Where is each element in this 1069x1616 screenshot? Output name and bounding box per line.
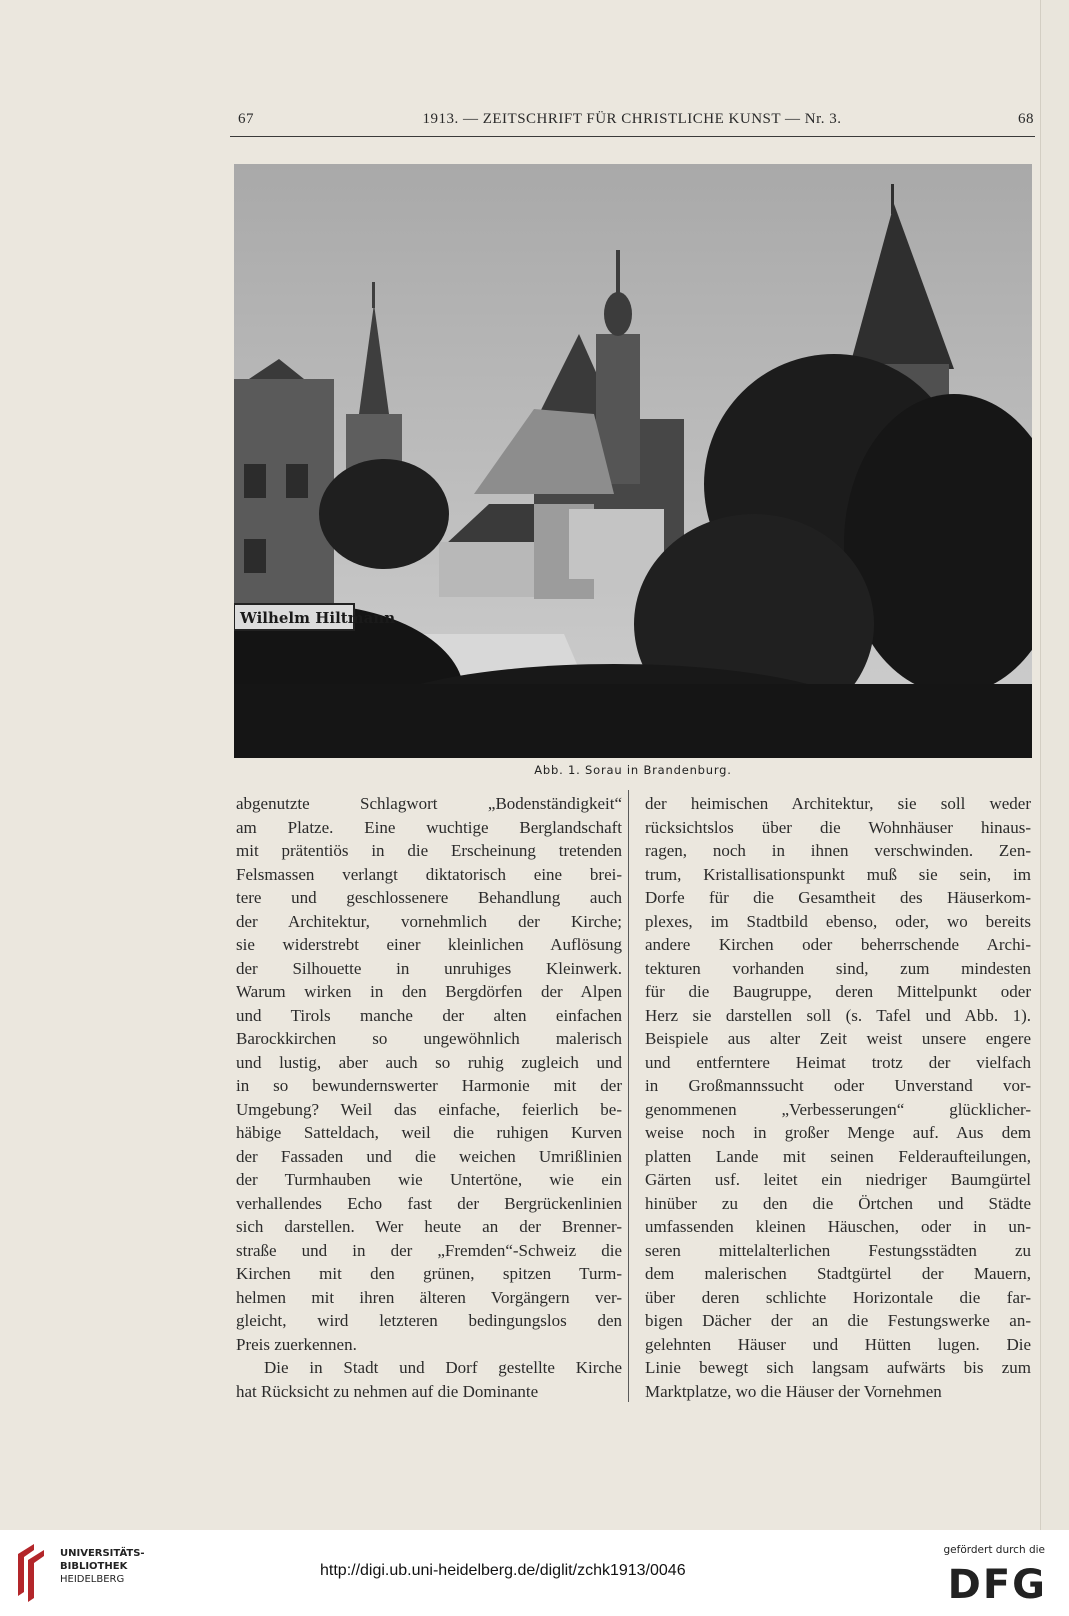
- text-line: gleicht, wird letzteren bedingungslos den: [236, 1311, 622, 1330]
- text-line: rücksichtslos über die Wohnhäuser hinaus-: [645, 817, 1031, 837]
- text-line: Umgebung? Weil das einfache, feierlich be-: [236, 1099, 622, 1119]
- figure-caption: Abb. 1. Sorau in Brandenburg.: [534, 763, 732, 777]
- text-line: plexes, im Stadtbild ebenso, oder, wo bereits: [645, 911, 1031, 931]
- text-line: hinüber zu den die Örtchen und Städte: [645, 1193, 1031, 1213]
- dfg-logo: DFG: [947, 1562, 1047, 1608]
- text-line: Dorfe für die Gesamtheit des Häuserkom-: [645, 888, 1031, 907]
- text-line: Kirchen mit den grünen, spitzen Turm-: [236, 1264, 622, 1283]
- text-line: Beispiele aus alter Zeit weist unsere engere: [645, 1029, 1031, 1048]
- text-column-right: [645, 792, 1031, 1403]
- text-line: abgenutzte Schlagwort „Bodenständigkeit“: [236, 794, 622, 813]
- text-line: seren mittelalterlichen Festungsstädten zu: [645, 1240, 1031, 1260]
- text-line: Preis zuerkennen.: [236, 1334, 357, 1354]
- text-line: gelehnten Häuser und Hütten lugen. Die: [645, 1334, 1031, 1354]
- running-header: [230, 111, 1034, 135]
- text-line: helmen mit ihren älteren Vorgängern ver-: [236, 1287, 622, 1307]
- text-line: genommenen „Verbesserungen“ glücklicher-: [645, 1099, 1031, 1119]
- text-line: trum, Kristallisationspunkt muß sie sein, im: [645, 864, 1031, 884]
- page-number-right: 68: [1018, 111, 1034, 127]
- text-line: in so bewundernswerter Harmonie mit der: [236, 1076, 622, 1095]
- text-line: tekturen vorhanden sind, zum mindesten: [645, 958, 1031, 978]
- text-line: und lustig, aber auch so ruhig zugleich und: [236, 1052, 622, 1072]
- figure-photo: [234, 164, 1032, 758]
- text-line: ragen, noch in ihnen verschwinden. Zen-: [645, 841, 1031, 860]
- text-line: und entferntere Heimat trotz der vielfach: [645, 1052, 1031, 1072]
- text-line: der Architektur, vornehmlich der Kirche;: [236, 911, 622, 931]
- text-line: umfassenden kleinen Häuschen, oder in un-: [645, 1217, 1031, 1236]
- source-url-link[interactable]: http://digi.ub.uni-heidelberg.de/diglit/zchk1913/0046: [320, 1562, 686, 1579]
- text-line: sich darstellen. Wer heute an der Brenner-: [236, 1217, 622, 1236]
- text-line: dem malerischen Stadtgürtel der Mauern,: [645, 1264, 1031, 1283]
- text-line: der heimischen Architektur, sie soll weder: [645, 794, 1031, 813]
- text-line: und Tirols manche der alten einfachen: [236, 1005, 622, 1025]
- page-number-left: 67: [238, 111, 254, 127]
- text-line: über deren schlichte Horizontale die far-: [645, 1287, 1031, 1307]
- digitization-footer: [0, 1530, 1069, 1616]
- text-line: mit prätentiös in die Erscheinung tretenden: [236, 841, 622, 860]
- text-line: Warum wirken in den Bergdörfen der Alpen: [236, 982, 622, 1001]
- text-line: sie widerstrebt einer kleinlichen Auflösung: [236, 935, 622, 954]
- text-line: tere und geschlossenere Behandlung auch: [236, 888, 622, 907]
- text-line: der Fassaden und die weichen Umrißlinien: [236, 1146, 622, 1166]
- text-line: Barockkirchen so ungewöhnlich malerisch: [236, 1029, 622, 1048]
- text-line: andere Kirchen oder beherrschende Archi-: [645, 935, 1031, 954]
- text-line: weise noch in großer Menge auf. Aus dem: [645, 1123, 1031, 1142]
- text-line: der Silhouette in unruhiges Kleinwerk.: [236, 958, 622, 978]
- text-line: straße und in der „Fremden“-Schweiz die: [236, 1240, 622, 1260]
- text-line: für die Baugruppe, deren Mittelpunkt oder: [645, 982, 1031, 1001]
- text-line: häbige Satteldach, weil die ruhigen Kurven: [236, 1123, 622, 1142]
- text-line: der Turmhauben wie Untertöne, wie ein: [236, 1170, 622, 1189]
- text-line: Felsmassen verlangt diktatorisch eine brei-: [236, 864, 622, 884]
- text-line: Gärten usf. leitet ein niedriger Baumgürtel: [645, 1170, 1031, 1189]
- university-library-logo-icon: [12, 1540, 54, 1602]
- text-line: in Großmannssucht oder Unverstand vor-: [645, 1076, 1031, 1095]
- text-line: Marktplatze, wo die Häuser der Vornehmen: [645, 1381, 942, 1401]
- text-line: hat Rücksicht zu nehmen auf die Dominante: [236, 1381, 539, 1401]
- text-line: Herz sie darstellen soll (s. Tafel und Abb. 1).: [645, 1005, 1031, 1025]
- column-divider: [628, 790, 629, 1402]
- text-line: Linie bewegt sich langsam aufwärts bis zum: [645, 1358, 1031, 1377]
- text-column-left: [236, 792, 622, 1403]
- text-line: bigen Dächer der an die Festungswerke an-: [645, 1311, 1031, 1330]
- text-line: Die in Stadt und Dorf gestellte Kirche: [264, 1358, 622, 1377]
- text-line: platten Lande mit seinen Felderaufteilungen,: [645, 1146, 1031, 1166]
- library-name: UNIVERSITÄTS- BIBLIOTHEK HEIDELBERG: [60, 1548, 145, 1585]
- journal-title: 1913. — ZEITSCHRIFT FÜR CHRISTLICHE KUNST — Nr. 3.: [422, 111, 842, 127]
- funding-note: gefördert durch die: [943, 1544, 1045, 1556]
- text-line: verhallendes Echo fast der Bergrückenlinien: [236, 1193, 622, 1213]
- text-line: am Platze. Eine wuchtige Berglandschaft: [236, 817, 622, 837]
- header-rule: [230, 136, 1035, 137]
- shop-sign-text: Wilhelm Hiltmann: [240, 609, 396, 627]
